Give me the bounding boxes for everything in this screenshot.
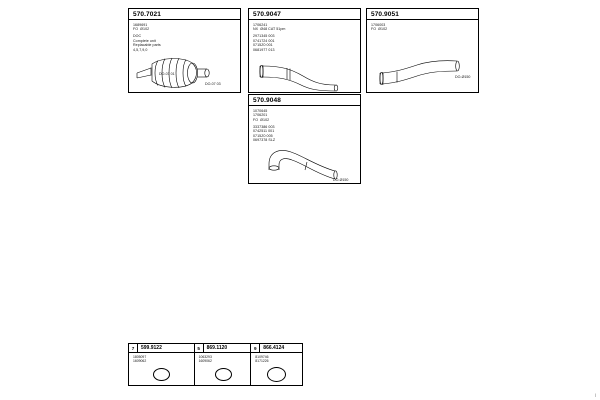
part-card-570-7021[interactable] (128, 8, 241, 93)
legend-body (129, 353, 194, 385)
drawing-code: DO-Ø150 (333, 178, 349, 182)
legend-column-3[interactable] (251, 344, 302, 385)
part-card-title: 570.7021 (129, 9, 240, 20)
part-card-570-9047[interactable] (248, 8, 361, 93)
legend-spec-text: 1805097 1609062 (133, 355, 147, 364)
part-card-title: 570.9051 (367, 9, 478, 20)
gasket-ring-icon (153, 368, 170, 381)
legend-body (251, 353, 302, 385)
page-corner-mark: | (594, 392, 596, 397)
parts-legend-table[interactable] (128, 343, 303, 386)
part-card-570-9051[interactable] (366, 8, 479, 93)
part-card-570-9048[interactable] (248, 94, 361, 184)
part-card-body (249, 106, 360, 183)
exhaust-pipe-drawing (263, 146, 355, 182)
part-card-body (367, 20, 478, 92)
legend-qty: 7 (129, 344, 138, 352)
exhaust-pipe-drawing (257, 60, 347, 90)
legend-column-2[interactable] (195, 344, 252, 385)
part-spec-text: 1070645 1706201 FO Ø102 3337386 003 0742511 001 0715Z0 005 0697378 SLZ (253, 109, 276, 142)
legend-part-number: 866.4124 (263, 345, 285, 351)
legend-column-1[interactable] (129, 344, 195, 385)
legend-header (251, 344, 302, 353)
part-spec-text: 1706003 FO Ø102 (371, 23, 388, 32)
drawing-code-left: DO-07 01 (159, 72, 175, 76)
legend-spec-text: 1063293 1609062 (198, 355, 212, 364)
legend-body (195, 353, 251, 385)
table-row (129, 344, 302, 385)
part-card-body (129, 20, 240, 92)
gasket-ring-icon (267, 367, 286, 382)
part-card-title: 570.9047 (249, 9, 360, 20)
part-spec-text: 1706241 NX Ø48 CAT 51pm 2971345 003 0741724 001 0715Z0 001 0681977 013 (253, 23, 286, 52)
part-card-title: 570.9048 (249, 95, 360, 106)
drawing-code: DO-Ø150 (455, 75, 471, 79)
legend-spec-text: 8109746 8171226 (255, 355, 269, 364)
legend-header (129, 344, 194, 353)
part-card-body (249, 20, 360, 92)
legend-qty: 5 (195, 344, 204, 352)
part-spec-text: 1689691 FO Ø102 DOC Complete unit Replacable parts 4,5,7,9,0 (133, 23, 161, 52)
legend-part-number: 869.1120 (206, 345, 228, 351)
legend-part-number: 599.9122 (141, 345, 162, 351)
drawing-code-right: DO-07 03 (205, 82, 221, 86)
legend-qty: 9 (251, 344, 260, 352)
gasket-ring-icon (215, 368, 232, 381)
legend-header (195, 344, 251, 353)
